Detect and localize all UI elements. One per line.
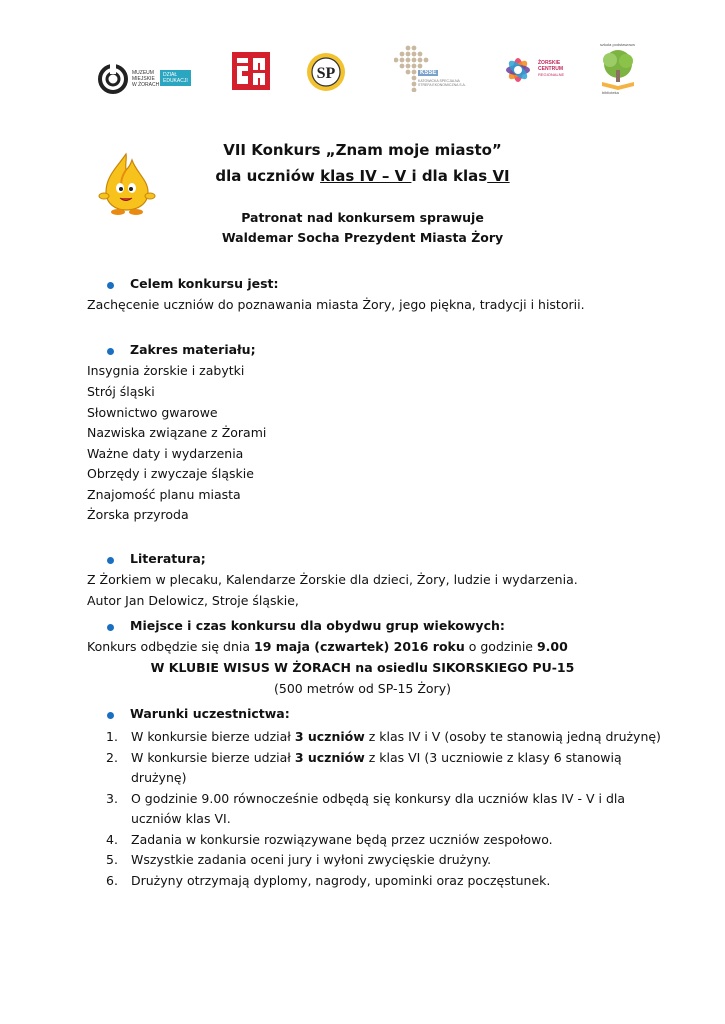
literature-heading: Literatura; <box>130 551 206 566</box>
rule-number: 1. <box>106 729 118 744</box>
place-date-prefix: Konkurs odbędzie się dnia <box>87 639 254 654</box>
scope-item: Obrzędy i zwyczaje śląskie <box>87 466 254 481</box>
subtitle-classes-vi: VI <box>487 167 510 185</box>
museum-name-line3: W ŻORACH <box>132 82 160 88</box>
ksse-name-label: KSSE <box>420 70 437 76</box>
bullet-goal-icon <box>107 282 114 289</box>
rule-number: 5. <box>106 852 118 867</box>
museum-emblem-icon <box>98 64 128 94</box>
place-distance: (500 metrów od SP-15 Żory) <box>274 681 451 696</box>
scope-item: Znajomość planu miasta <box>87 487 241 502</box>
rule-item <box>106 748 666 789</box>
bullet-place-icon <box>107 624 114 631</box>
rule-text: Zadania w konkursie rozwiązywane będą przez uczniów zespołowo. <box>131 831 553 847</box>
red-square-logo <box>232 52 270 94</box>
ksse-logo <box>394 44 474 96</box>
rules-list <box>106 727 666 891</box>
scope-item: Słownictwo gwarowe <box>87 405 218 420</box>
rules-heading: Warunki uczestnictwa: <box>130 706 290 721</box>
page-subtitle <box>0 167 725 185</box>
bullet-literature-icon <box>107 557 114 564</box>
bullet-scope-icon <box>107 348 114 355</box>
rule-text: Drużyny otrzymają dyplomy, nagrody, upominki oraz poczęstunek. <box>131 872 551 888</box>
museum-dept-line1: DZIAŁ <box>163 72 178 78</box>
library-top-text: szkoła podstawowa <box>600 42 635 47</box>
ksse-line2: STREFA EKONOMICZNA S.A. <box>418 83 466 87</box>
rule-number: 6. <box>106 872 118 888</box>
page-title: VII Konkurs „Znam moje miasto” <box>223 141 502 159</box>
scope-item: Ważne daty i wydarzenia <box>87 446 244 461</box>
zorskie-centrum-logo <box>500 52 580 92</box>
museum-name-line1: MUZEUM <box>132 70 154 76</box>
rule-text: W konkursie bierze udział <box>131 729 295 744</box>
rule-text-rest: z klas IV i V (osoby te stanowią jedną drużynę) <box>364 729 661 744</box>
place-date: 19 maja (czwartek) 2016 roku <box>254 639 465 654</box>
subtitle-classes-iv-v: klas IV – V <box>320 167 412 185</box>
subtitle-part-a: dla uczniów <box>215 167 321 185</box>
goal-heading: Celem konkursu jest: <box>130 276 279 291</box>
scope-item: Strój śląski <box>87 384 155 399</box>
place-time: 9.00 <box>536 639 568 654</box>
sp-sun-emblem-icon <box>306 52 346 92</box>
scope-item: Żorska przyroda <box>87 507 189 522</box>
school-sp-logo <box>306 52 346 96</box>
museum-logo <box>98 64 198 100</box>
museum-department-badge <box>160 70 191 86</box>
rule-item <box>106 830 666 851</box>
rule-text: O godzinie 9.00 równocześnie odbędą się konkursy dla uczniów klas IV - V i dla uczniów klas VI. <box>131 790 626 826</box>
literature-line1: Z Żorkiem w plecaku, Kalendarze Żorskie dla dzieci, Żory, ludzie i wydarzenia. <box>87 572 578 587</box>
zck-line3: REGIONALNE <box>538 72 565 77</box>
literature-line2: Autor Jan Delowicz, Stroje śląskie, <box>87 593 299 608</box>
scope-item: Nazwiska związane z Żorami <box>87 425 267 440</box>
rule-count: 3 uczniów <box>294 729 365 744</box>
library-bottom-text: biblioteka <box>602 90 619 95</box>
zck-line2: CENTRUM <box>538 66 563 72</box>
scope-item: Insygnia żorskie i zabytki <box>87 363 245 378</box>
patron-line1: Patronat nad konkursem sprawuje <box>241 210 484 225</box>
rule-item <box>106 789 666 830</box>
museum-name-line2: MIEJSKIE <box>132 76 155 82</box>
scope-heading: Zakres materiału; <box>130 342 256 357</box>
museum-dept-line2: EDUKACJI <box>163 78 188 84</box>
place-venue: W KLUBIE WISUS W ŻORACH na osiedlu SIKORSKIEGO PU-15 <box>150 660 575 675</box>
rule-count: 3 uczniów <box>294 749 365 765</box>
rule-number: 4. <box>106 831 118 847</box>
goal-text: Zachęcenie uczniów do poznawania miasta Żory, jego piękna, tradycji i historii. <box>87 297 585 312</box>
rule-item <box>106 727 666 748</box>
place-heading: Miejsce i czas konkursu dla obydwu grup wiekowych: <box>130 618 505 633</box>
rule-text-rest: z klas VI (3 uczniowie z klasy 6 stanowią drużynę) <box>131 749 622 785</box>
library-tree-logo <box>594 42 644 98</box>
place-date-line <box>87 639 568 654</box>
ksse-line1: KATOWICKA SPECJALNA <box>418 79 460 83</box>
rule-item <box>106 871 666 892</box>
flower-emblem-icon <box>500 52 536 88</box>
svg-text:SP: SP <box>316 65 336 82</box>
place-time-prefix: o godzinie <box>464 639 537 654</box>
rule-text: Wszystkie zadania oceni jury i wyłoni zwycięskie drużyny. <box>131 852 492 867</box>
zck-line1: ŻORSKIE <box>538 60 561 66</box>
patron-line2: Waldemar Socha Prezydent Miasta Żory <box>221 230 504 245</box>
rule-number: 3. <box>106 790 118 806</box>
rule-text: W konkursie bierze udział <box>131 749 295 765</box>
red-square-emblem-icon <box>232 52 270 90</box>
tree-book-icon <box>598 48 638 90</box>
bullet-rules-icon <box>107 712 114 719</box>
rule-item <box>106 850 666 871</box>
rule-number: 2. <box>106 749 118 765</box>
logo-bar <box>0 40 725 100</box>
subtitle-part-c: i dla klas <box>411 167 488 185</box>
